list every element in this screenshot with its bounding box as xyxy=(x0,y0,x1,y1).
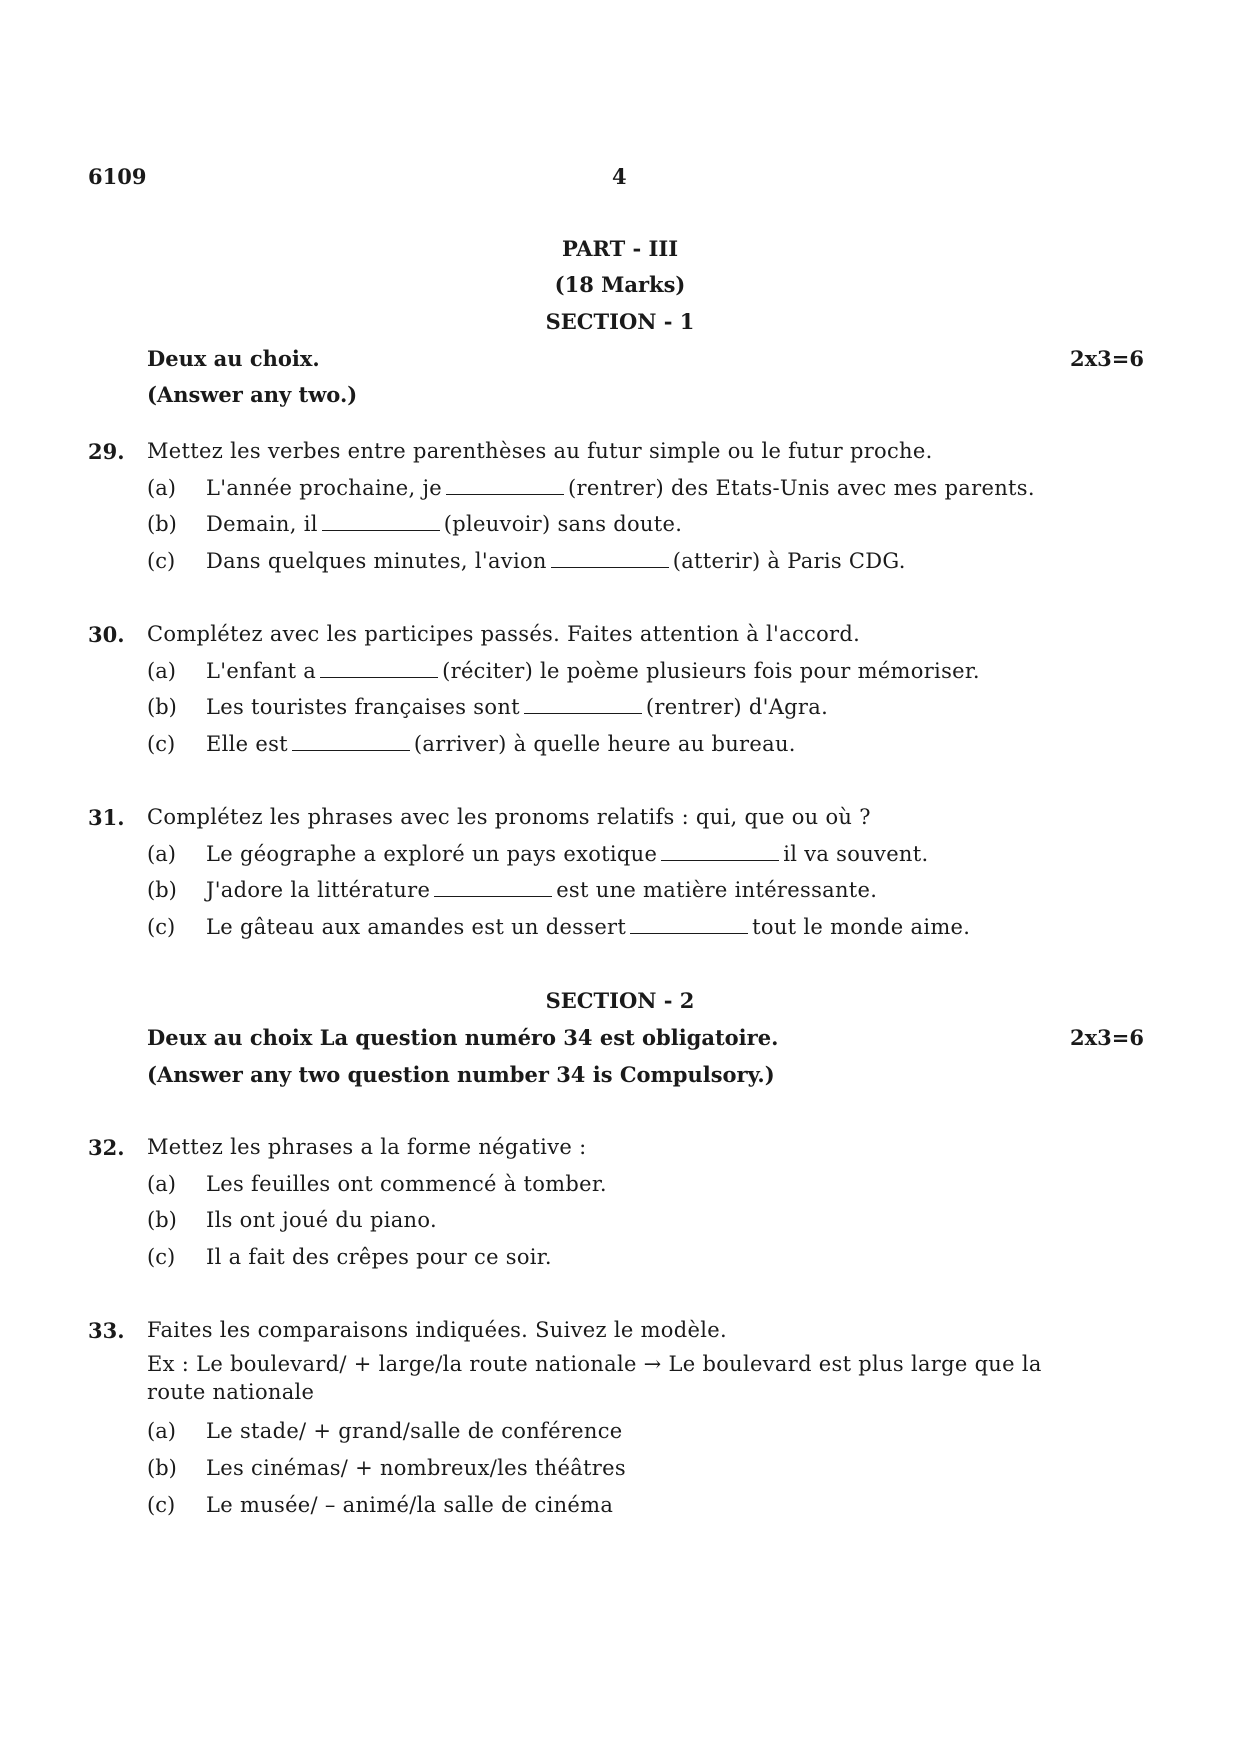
answer-blank xyxy=(524,695,642,714)
section2-instruction-en: (Answer any two question number 34 is Compulsory.) xyxy=(147,1062,775,1087)
item-label: (c) xyxy=(147,1493,176,1517)
item-label: (c) xyxy=(147,732,176,756)
list-item: L'année prochaine, je (rentrer) des Etats-Unis avec mes parents. xyxy=(206,476,1035,500)
item-label: (c) xyxy=(147,1245,176,1269)
item-label: (a) xyxy=(147,1172,176,1196)
part-title: PART - III xyxy=(561,236,679,261)
section2-marks: 2x3=6 xyxy=(1070,1025,1144,1050)
section1-instruction-en: (Answer any two.) xyxy=(147,382,358,407)
answer-blank xyxy=(630,915,748,934)
list-item: Ils ont joué du piano. xyxy=(206,1208,437,1232)
list-item: Le musée/ – animé/la salle de cinéma xyxy=(206,1493,614,1517)
list-item: Le géographe a exploré un pays exotique il va souvent. xyxy=(206,842,929,866)
answer-blank xyxy=(661,842,779,861)
question-number: 29. xyxy=(88,439,125,464)
answer-blank xyxy=(322,512,440,531)
list-item: Dans quelques minutes, l'avion (atterir) à Paris CDG. xyxy=(206,549,906,573)
list-item: J'adore la littérature est une matière intéressante. xyxy=(206,878,878,902)
question-text: Complétez les phrases avec les pronoms relatifs : qui, que ou où ? xyxy=(147,805,871,829)
answer-blank xyxy=(320,659,438,678)
page-number: 4 xyxy=(612,164,627,189)
answer-blank xyxy=(446,476,564,495)
list-item: L'enfant a (réciter) le poème plusieurs fois pour mémoriser. xyxy=(206,659,980,683)
list-item: Demain, il (pleuvoir) sans doute. xyxy=(206,512,683,536)
answer-blank xyxy=(434,878,552,897)
question-number: 30. xyxy=(88,622,125,647)
item-label: (b) xyxy=(147,1208,177,1232)
item-label: (c) xyxy=(147,915,176,939)
item-label: (b) xyxy=(147,1456,177,1480)
list-item: Elle est (arriver) à quelle heure au bureau. xyxy=(206,732,796,756)
list-item: Les feuilles ont commencé à tomber. xyxy=(206,1172,607,1196)
question-text: Faites les comparaisons indiquées. Suivez le modèle. xyxy=(147,1318,727,1342)
list-item: Il a fait des crêpes pour ce soir. xyxy=(206,1245,552,1269)
question-text: Complétez avec les participes passés. Faites attention à l'accord. xyxy=(147,622,861,646)
item-label: (b) xyxy=(147,878,177,902)
list-item: Le gâteau aux amandes est un dessert tout le monde aime. xyxy=(206,915,971,939)
question-text: Mettez les phrases a la forme négative : xyxy=(147,1135,587,1159)
section1-title: SECTION - 1 xyxy=(545,309,695,334)
example-text: Ex : Le boulevard/ + large/la route nationale → Le boulevard est plus large que la route nationale xyxy=(147,1352,1042,1404)
item-label: (b) xyxy=(147,695,177,719)
answer-blank xyxy=(292,732,410,751)
item-label: (c) xyxy=(147,549,176,573)
paper-code: 6109 xyxy=(88,164,147,189)
item-label: (a) xyxy=(147,1419,176,1443)
section1-instruction-fr: Deux au choix. xyxy=(147,346,320,371)
list-item: Les touristes françaises sont (rentrer) d'Agra. xyxy=(206,695,829,719)
list-item: Les cinémas/ + nombreux/les théâtres xyxy=(206,1456,626,1480)
section2-instruction-fr: Deux au choix La question numéro 34 est obligatoire. xyxy=(147,1025,779,1050)
item-label: (b) xyxy=(147,512,177,536)
question-number: 32. xyxy=(88,1135,125,1160)
section2-title: SECTION - 2 xyxy=(545,988,695,1013)
section1-marks: 2x3=6 xyxy=(1070,346,1144,371)
item-label: (a) xyxy=(147,842,176,866)
item-label: (a) xyxy=(147,659,176,683)
answer-blank xyxy=(551,549,669,568)
question-text: Mettez les verbes entre parenthèses au futur simple ou le futur proche. xyxy=(147,439,933,463)
item-label: (a) xyxy=(147,476,176,500)
question-number: 31. xyxy=(88,805,125,830)
list-item: Le stade/ + grand/salle de conférence xyxy=(206,1419,623,1443)
part-marks: (18 Marks) xyxy=(554,272,686,297)
question-number: 33. xyxy=(88,1318,125,1343)
